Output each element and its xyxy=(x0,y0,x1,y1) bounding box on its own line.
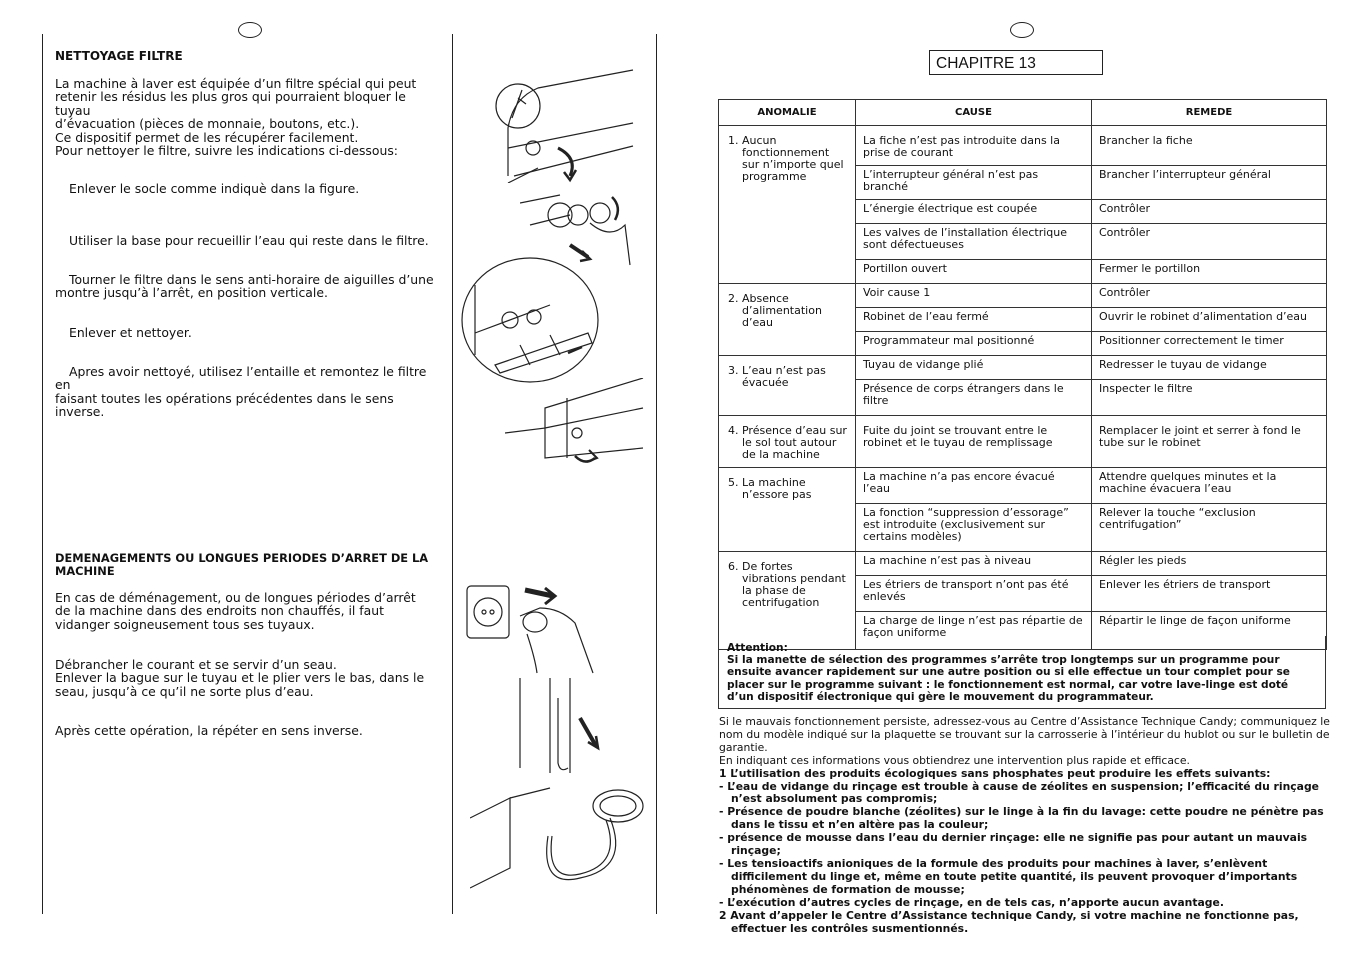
cause-cell: La machine n’a pas encore évacué l’eau xyxy=(856,468,1092,504)
language-oval-left xyxy=(238,22,262,38)
assistance-paragraph: Si le mauvais fonctionnement persiste, adressez-vous au Centre d’Assistance Technique Candy; communiquez le nom du modèle indiqué sur la plaquette se trouvant sur la carrosserie à l’intérieur du hublot ou sur le bulletin de garantie. xyxy=(719,715,1330,754)
cause-cell: Voir cause 1 xyxy=(856,284,1092,308)
filter-step-1: Enlever le socle comme indiquè dans la figure. xyxy=(69,181,360,196)
table-row xyxy=(719,552,1327,576)
table-row xyxy=(719,356,1327,380)
left-margin-line xyxy=(42,34,43,914)
remede-cell: Inspecter le filtre xyxy=(1092,380,1327,416)
cause-cell: L’interrupteur général n’est pas branché xyxy=(856,166,1092,200)
cause-cell: Présence de corps étrangers dans le filtre xyxy=(856,380,1092,416)
table-row xyxy=(719,284,1327,308)
language-oval-right xyxy=(1010,22,1034,38)
remede-cell: Fermer le portillon xyxy=(1092,260,1327,284)
list-item: - L’exécution d’autres cycles de rinçage, en de tels cas, n’apporte aucun avantage. xyxy=(719,895,1224,909)
attention-text: Si la manette de sélection des programmes s’arrête trop longtemps sur un programme pour ensuite avancer rapidement sur une autre position ou si elle effectue un tour complet pour se placer sur le programme suivant : le fonctionnement est normal, car votre lave-linge est doté d’un dispositif électronique qui gère le mouvement du programmateur. xyxy=(727,654,1290,703)
cause-cell: Robinet de l’eau fermé xyxy=(856,308,1092,332)
list-item: - Les tensioactifs anioniques de la formule des produits pour machines à laver, s’enlèvent difficilement du linge et, même en toute petite quantité, ils peuvent provoquer d’importants phénomènes de formation de mousse; xyxy=(719,856,1298,896)
cause-cell: Les valves de l’installation électrique sont défectueuses xyxy=(856,224,1092,260)
remede-cell: Contrôler xyxy=(1092,284,1327,308)
filter-step-2: Utiliser la base pour recueillir l’eau qui reste dans le filtre. xyxy=(69,233,429,248)
remede-cell: Ouvrir le robinet d’alimentation d’eau xyxy=(1092,308,1327,332)
page-divider xyxy=(656,34,657,914)
illustration-remove-plinth xyxy=(478,68,638,183)
remede-cell: Remplacer le joint et serrer à fond le tube sur le robinet xyxy=(1092,416,1327,468)
cause-cell: Les étriers de transport n’ont pas été enlevés xyxy=(856,576,1092,612)
illustration-refit-filter xyxy=(505,378,645,466)
filter-step-5: Apres avoir nettoyé, utilisez l’entaille et remontez le filtre en faisant toutes les opérations précédentes dans le sens inverse. xyxy=(55,364,427,420)
attention-box xyxy=(718,636,1326,709)
remede-cell: Répartir le linge de façon uniforme xyxy=(1092,612,1327,650)
cause-cell: La fiche n’est pas introduite dans la prise de courant xyxy=(856,126,1092,166)
move-paragraph-3: Après cette opération, la répéter en sens inverse. xyxy=(55,723,363,738)
anomalie-cell: 2. Absence d’alimentation d’eau xyxy=(719,284,856,356)
filter-step-3: Tourner le filtre dans le sens anti-horaire de aiguilles d’une montre jusqu’à l’arrêt, en position verticale. xyxy=(55,272,434,301)
remede-cell: Attendre quelques minutes et la machine évacuera l’eau xyxy=(1092,468,1327,504)
header-cause: CAUSE xyxy=(856,100,1092,126)
anomalie-cell: 5. La machine n’essore pas xyxy=(719,468,856,552)
attention-title: Attention: xyxy=(727,642,788,654)
table-row xyxy=(719,468,1327,504)
anomalie-cell: 6. De fortes vibrations pendant la phase de centrifugation xyxy=(719,552,856,650)
remede-cell: Contrôler xyxy=(1092,200,1327,224)
illustration-unplug xyxy=(465,578,605,678)
filter-step-4: Enlever et nettoyer. xyxy=(69,325,192,340)
cause-cell: La machine n’est pas à niveau xyxy=(856,552,1092,576)
remede-cell: Redresser le tuyau de vidange xyxy=(1092,356,1327,380)
cause-cell: La charge de linge n’est pas répartie de façon uniforme xyxy=(856,612,1092,650)
anomalie-cell: 1. Aucun fonctionnement sur n’importe quel programme xyxy=(719,126,856,284)
cause-cell: Portillon ouvert xyxy=(856,260,1092,284)
cause-cell: L’énergie électrique est coupée xyxy=(856,200,1092,224)
heading-nettoyage-filtre: NETTOYAGE FILTRE xyxy=(55,49,183,63)
move-paragraph-2: Débrancher le courant et se servir d’un seau. Enlever la bague sur le tuyau et le plier vers le bas, dans le seau, jusqu’à ce qu’il ne sorte plus d’eau. xyxy=(55,657,425,699)
troubleshooting-table xyxy=(718,99,1327,650)
list-item: - présence de mousse dans l’eau du dernier rinçage: elle ne signifie pas pour autant un mauvais rinçage; xyxy=(719,831,1308,858)
illustration-lower-hose xyxy=(510,678,610,778)
cause-cell: La fonction “suppression d’essorage” est introduite (exclusivement sur certains modèles) xyxy=(856,504,1092,552)
anomalie-cell: 4. Présence d’eau sur le sol tout autour de la machine xyxy=(719,416,856,468)
remede-cell: Relever la touche “exclusion centrifugation” xyxy=(1092,504,1327,552)
remede-cell: Positionner correctement le timer xyxy=(1092,332,1327,356)
table-row xyxy=(719,416,1327,468)
chapter-title: CHAPITRE 13 xyxy=(929,50,1103,75)
remede-cell: Contrôler xyxy=(1092,224,1327,260)
list-item: - L’eau de vidange du rinçage est trouble à cause de zéolites en suspension; l’efficacité du rinçage n’est absolument pas compromis; xyxy=(719,779,1320,806)
remede-cell: Régler les pieds xyxy=(1092,552,1327,576)
remede-cell: Brancher l’interrupteur général xyxy=(1092,166,1327,200)
assistance-notes xyxy=(719,716,1331,935)
move-paragraph-1: En cas de déménagement, ou de longues périodes d’arrêt de la machine dans des endroits non chauffés, il faut vidanger soigneusement tous ses tuyaux. xyxy=(55,590,416,632)
note-1: 1 L’utilisation des produits écologiques sans phosphates peut produire les effets suivants: xyxy=(719,766,1271,780)
list-item: - Présence de poudre blanche (zéolites) sur le linge à la fin du lavage: cette poudre ne pénètre pas dans le tissu et n’en altère pas la couleur; xyxy=(719,805,1324,832)
cause-cell: Fuite du joint se trouvant entre le robinet et le tuyau de remplissage xyxy=(856,416,1092,468)
illustration-collect-water xyxy=(460,255,605,385)
header-remede: REMEDE xyxy=(1092,100,1327,126)
assistance-paragraph-2: En indiquant ces informations vous obtiendrez une intervention plus rapide et efficace. xyxy=(719,753,1190,767)
anomalie-cell: 3. L’eau n’est pas évacuée xyxy=(719,356,856,416)
header-anomalie: ANOMALIE xyxy=(719,100,856,126)
cause-cell: Programmateur mal positionné xyxy=(856,332,1092,356)
note-2: 2 Avant d’appeler le Centre d’Assistance technique Candy, si votre machine ne fonctionne pas, effectuer les contrôles susmentionnés. xyxy=(719,908,1299,935)
table-row xyxy=(719,126,1327,166)
column-divider xyxy=(452,34,453,914)
remede-cell: Enlever les étriers de transport xyxy=(1092,576,1327,612)
remede-cell: Brancher la fiche xyxy=(1092,126,1327,166)
heading-demenagements: DEMENAGEMENTS OU LONGUES PERIODES D’ARRET DE LA MACHINE xyxy=(55,551,429,579)
illustration-drain-bucket xyxy=(470,778,648,898)
filter-intro: La machine à laver est équipée d’un filtre spécial qui peut retenir les résidus les plus gros qui pourraient bloquer le tuyau d’évacuation (pièces de monnaie, boutons, etc.). Ce dispositif permet de les récupérer facilement. Pour nettoyer le filtre, suivre les indications ci-dessous: xyxy=(55,76,417,159)
cause-cell: Tuyau de vidange plié xyxy=(856,356,1092,380)
